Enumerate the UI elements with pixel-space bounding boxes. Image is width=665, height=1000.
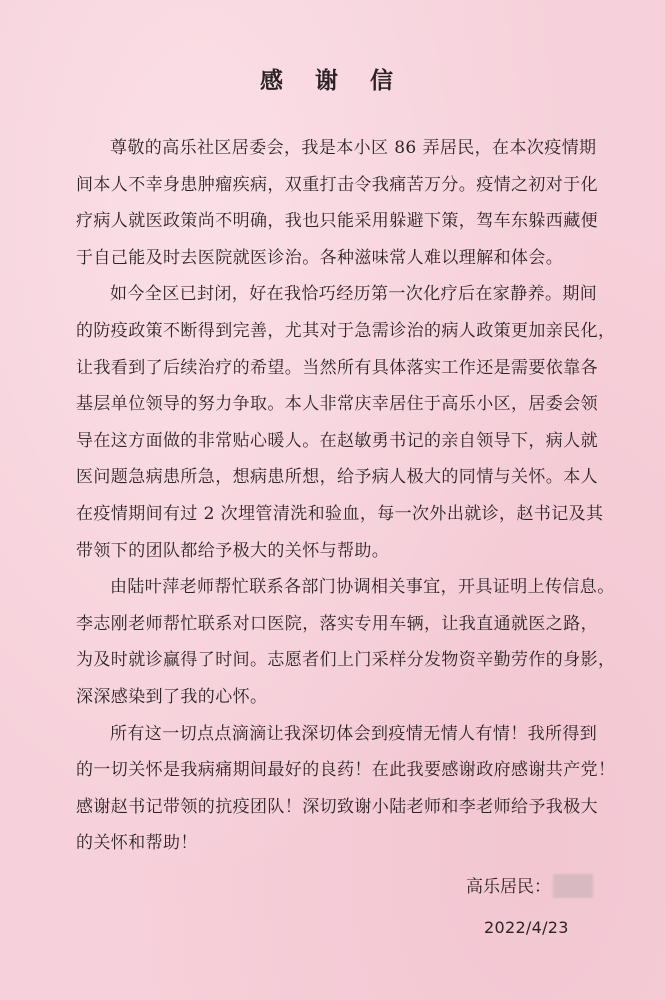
paragraph-4 — [76, 716, 616, 862]
text-line: 间本人不幸身患肿瘤疾病，双重打击令我痛苦万分。疫情之初对于化 — [76, 174, 598, 195]
text-line: 由陆叶萍老师帮忙联系各部门协调相关事宜，开具证明上传信息。 — [110, 577, 615, 598]
text-line: 李志刚老师帮忙联系对口医院，落实专用车辆，让我直通就医之路， — [76, 613, 598, 634]
paragraph-1 — [76, 130, 606, 276]
text-line: 所有这一切点点滴滴让我深切体会到疫情无情人有情！我所得到 — [110, 723, 598, 744]
letter-body — [76, 130, 616, 862]
text-line: 带领下的团队都给予极大的关怀与帮助。 — [76, 540, 390, 561]
text-line: 的一切关怀是我病痛期间最好的良药！在此我要感谢政府感谢共产党！ — [76, 760, 616, 781]
text-line: 的防疫政策不断得到完善，尤其对于急需诊治的病人政策更加亲民化， — [76, 320, 616, 341]
redacted-name — [553, 874, 593, 898]
letter-title: 感 谢 信 — [259, 67, 405, 94]
text-line: 疗病人就医政策尚不明确，我也只能采用躲避下策，驾车东躲西藏便 — [76, 211, 598, 232]
text-line: 的关怀和帮助！ — [76, 833, 198, 854]
text-line: 尊敬的高乐社区居委会，我是本小区 86 弄居民，在本次疫情期 — [110, 138, 597, 158]
paragraph-2 — [76, 276, 616, 569]
text-line: 为及时就诊赢得了时间。志愿者们上门采样分发物资辛勤劳作的身影， — [76, 650, 616, 671]
paragraph-3 — [76, 569, 616, 715]
text-line: 让我看到了后续治疗的希望。当然所有具体落实工作还是需要依靠各 — [76, 357, 598, 378]
text-line: 如今全区已封闭，好在我恰巧经历第一次化疗后在家静养。期间 — [110, 284, 598, 305]
signature-label: 高乐居民： — [466, 877, 551, 897]
letter-date: 2022/4/23 — [484, 918, 569, 937]
text-line: 深深感染到了我的心怀。 — [76, 686, 268, 707]
text-line: 感谢赵书记带领的抗疫团队！深切致谢小陆老师和李老师给予我极大 — [76, 796, 598, 817]
text-line: 导在这方面做的非常贴心暖人。在赵敏勇书记的亲自领导下，病人就 — [76, 430, 598, 451]
text-line: 在疫情期间有过 2 次埋管清洗和验血，每一次外出就诊，赵书记及其 — [76, 503, 604, 524]
text-line: 基层单位领导的努力争取。本人非常庆幸居住于高乐小区，居委会领 — [76, 394, 598, 415]
text-line: 于自己能及时去医院就医诊治。各种滋味常人难以理解和体会。 — [76, 247, 564, 268]
text-line: 医问题急病患所急，想病患所想，给予病人极大的同情与关怀。本人 — [76, 467, 598, 488]
signature — [466, 872, 593, 898]
